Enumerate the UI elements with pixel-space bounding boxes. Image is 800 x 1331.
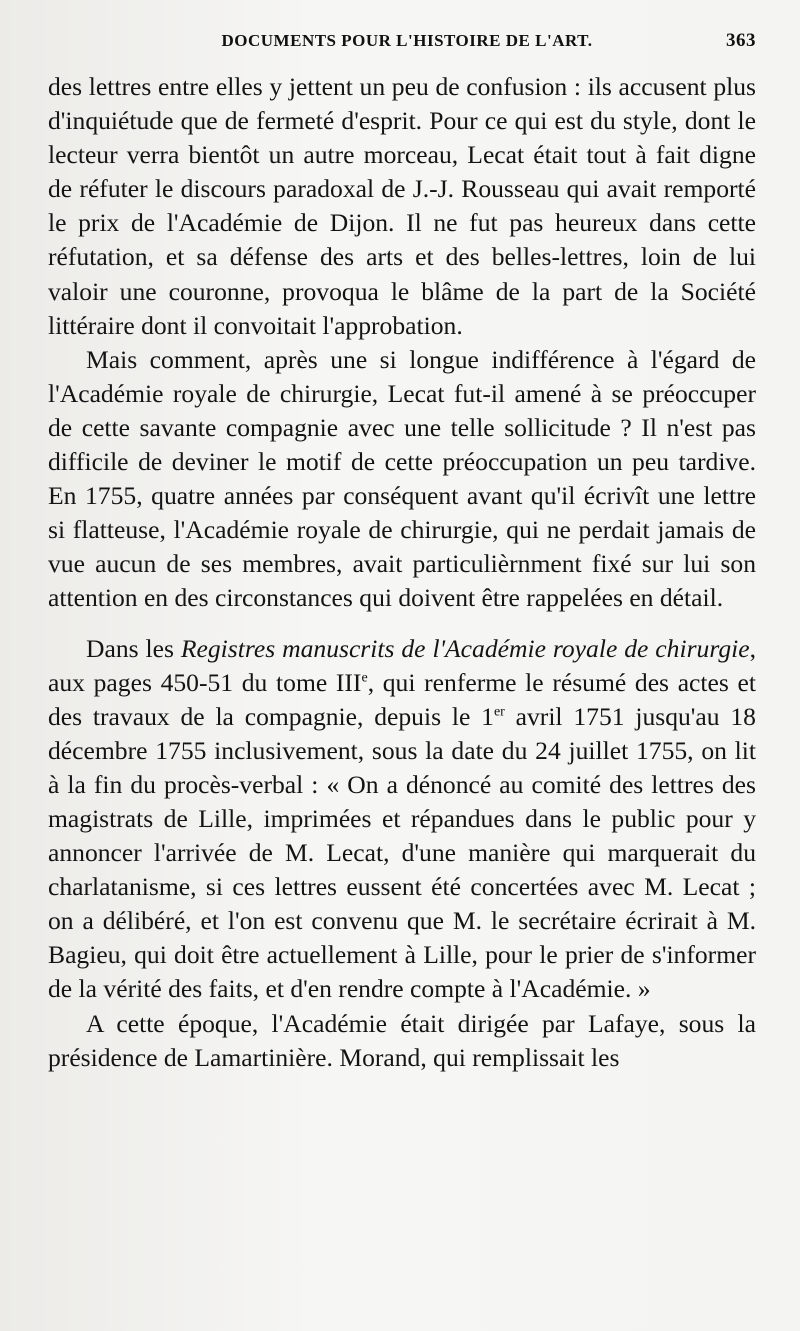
paragraph-3-italic-title: Registres manuscrits de l'Académie royale de chirurgie — [180, 633, 750, 663]
paragraph-3 — [48, 632, 756, 1007]
paragraph-4: A cette époque, l'Académie était dirigée par Lafaye, sous la présidence de Lamartinière. Morand, qui remplissait les — [48, 1008, 756, 1072]
paragraph-3-sup-2: er — [493, 704, 505, 720]
page-header — [48, 30, 756, 70]
body-text — [48, 70, 756, 1075]
paragraph-3-part-2: , qui renferme le résumé des actes et des travaux de la compagnie, depuis le 1 — [48, 667, 756, 731]
page-number: 363 — [726, 30, 756, 51]
paragraph-3-lead: Dans les — [86, 633, 181, 663]
paragraph-1: des lettres entre elles y jettent un peu de confusion : ils accusent plus d'inquiétude que de fermeté d'esprit. Pour ce qui est du style, dont le lecteur verra bientôt un autre morceau, Lecat était tout à fait digne de réfuter le discours paradoxal de J.-J. Rousseau qui avait remporté le prix de l'Académie de Dijon. Il ne fut pas heureux dans cette réfutation, et sa défense des arts et des belles-lettres, loin de lui valoir une couronne, provoqua le blâme de la part de la Société littéraire dont il convoitait l'approbation. — [48, 72, 756, 340]
running-title: DOCUMENTS POUR L'HISTOIRE DE L'ART. — [221, 31, 593, 50]
paragraph-3-part-3: avril 1751 jusqu'au 18 décembre 1755 inclusivement, sous la date du 24 juillet 1755, on lit à la fin du procès-verbal : « On a dénoncé au comité des lettres des magistrats de Lille, imprimées et répandues dans le public pour y annoncer l'arrivée de M. Lecat, d'une manière qui marquerait du charlatanisme, si ces lettres eussent été concertées avec M. Lecat ; on a délibéré, et l'on est convenu que M. le secrétaire écrirait à M. Bagieu, qui doit être actuellement à Lille, pour le prier de s'informer de la vérité des faits, et d'en rendre compte à l'Académie. » — [48, 701, 756, 1004]
paragraph-2: Mais comment, après une si longue indifférence à l'égard de l'Académie royale de chirurgie, Lecat fut-il amené à se préoccuper de cette savante compagnie avec une telle sollicitude ? Il n'est pas difficile de deviner le motif de cette préoccupation un peu tardive. En 1755, quatre années par conséquent avant qu'il écrivît une lettre si flatteuse, l'Académie royale de chirurgie, qui ne perdait jamais de vue aucun de ses membres, avait particulièrnment fixé sur lui son attention en des circonstances qui doivent être rappelées en détail. — [48, 344, 756, 613]
paragraph-3-sup-1: e — [361, 670, 368, 686]
paragraph-3-part-1: , aux pages 450-51 du tome III — [48, 633, 757, 697]
